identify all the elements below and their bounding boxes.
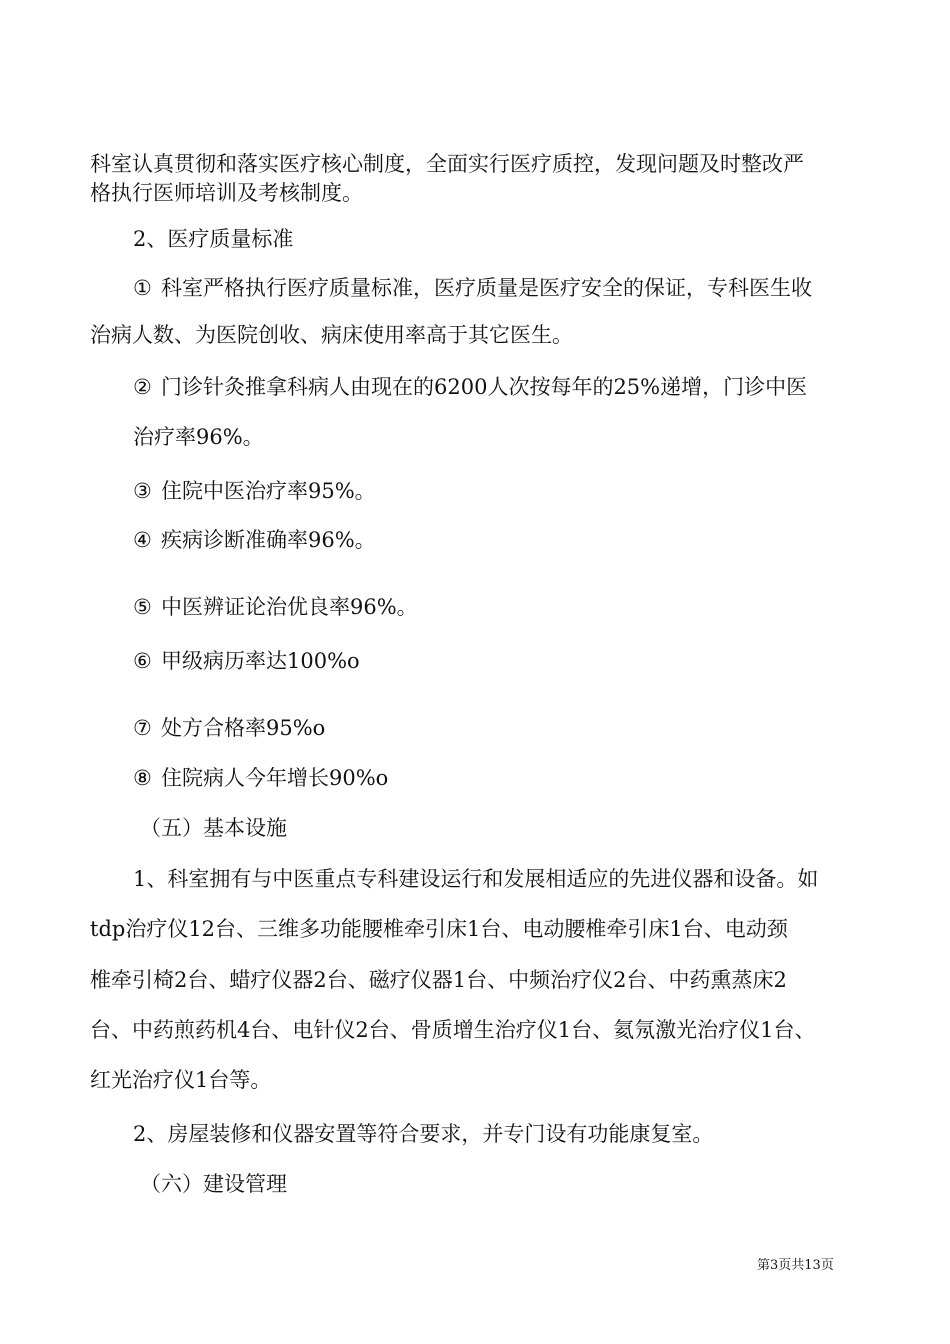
paragraph-line: 台、中药煎药机4台、电针仪2台、骨质增生治疗仪1台、氦氖激光治疗仪1台、 (90, 1018, 816, 1042)
paragraph-line: 科室认真贯彻和落实医疗核心制度，全面实行医疗质控，发现问题及时整改严 (90, 152, 804, 176)
item-text: 住院中医治疗率95%。 (161, 479, 376, 503)
paragraph-line: 1、科室拥有与中医重点专科建设运行和发展相适应的先进仪器和设备。如 (133, 867, 819, 891)
item-number: ⑦ (133, 716, 152, 740)
list-item (133, 374, 807, 400)
list-item (133, 594, 418, 620)
list-item (133, 527, 376, 553)
item-text: 甲级病历率达100%o (161, 649, 360, 673)
list-item (133, 275, 812, 301)
list-item (133, 478, 376, 504)
section-heading: （六）建设管理 (140, 1172, 287, 1196)
item-text: 中医辨证论治优良率96%。 (161, 595, 418, 619)
paragraph-line: 椎牵引椅2台、蜡疗仪器2台、磁疗仪器1台、中频治疗仪2台、中药熏蒸床2 (90, 968, 787, 992)
item-text: 处方合格率95%o (161, 716, 326, 740)
item-number: ② (133, 375, 152, 399)
paragraph-line: tdp治疗仪12台、三维多功能腰椎牵引床1台、电动腰椎牵引床1台、电动颈 (90, 917, 788, 941)
paragraph-line: 2、房屋装修和仪器安置等符合要求，并专门设有功能康复室。 (133, 1122, 714, 1146)
item-text: 住院病人今年增长90%o (161, 766, 389, 790)
item-number: ④ (133, 528, 152, 552)
paragraph-line: 红光治疗仪1台等。 (90, 1068, 272, 1092)
item-number: ⑤ (133, 595, 152, 619)
item-text: 门诊针灸推拿科病人由现在的6200人次按每年的25%递增，门诊中医 (161, 375, 808, 399)
section-heading: （五）基本设施 (140, 816, 287, 840)
item-text: 疾病诊断准确率96%。 (161, 528, 376, 552)
item-number: ⑥ (133, 649, 152, 673)
list-item (133, 715, 325, 741)
item-number: ⑧ (133, 766, 152, 790)
item-number: ③ (133, 479, 152, 503)
list-item (133, 648, 360, 674)
item-number: ① (133, 276, 152, 300)
paragraph-line: 治病人数、为医院创收、病床使用率高于其它医生。 (90, 323, 573, 347)
subsection-heading: 2、医疗质量标准 (133, 227, 294, 251)
item-text: 科室严格执行医疗质量标准，医疗质量是医疗安全的保证，专科医生收 (161, 276, 812, 300)
paragraph-line: 治疗率96%。 (133, 425, 264, 449)
list-item (133, 765, 388, 791)
page-footer: 第3页共13页 (757, 1258, 834, 1273)
paragraph-line: 格执行医师培训及考核制度。 (90, 181, 363, 205)
